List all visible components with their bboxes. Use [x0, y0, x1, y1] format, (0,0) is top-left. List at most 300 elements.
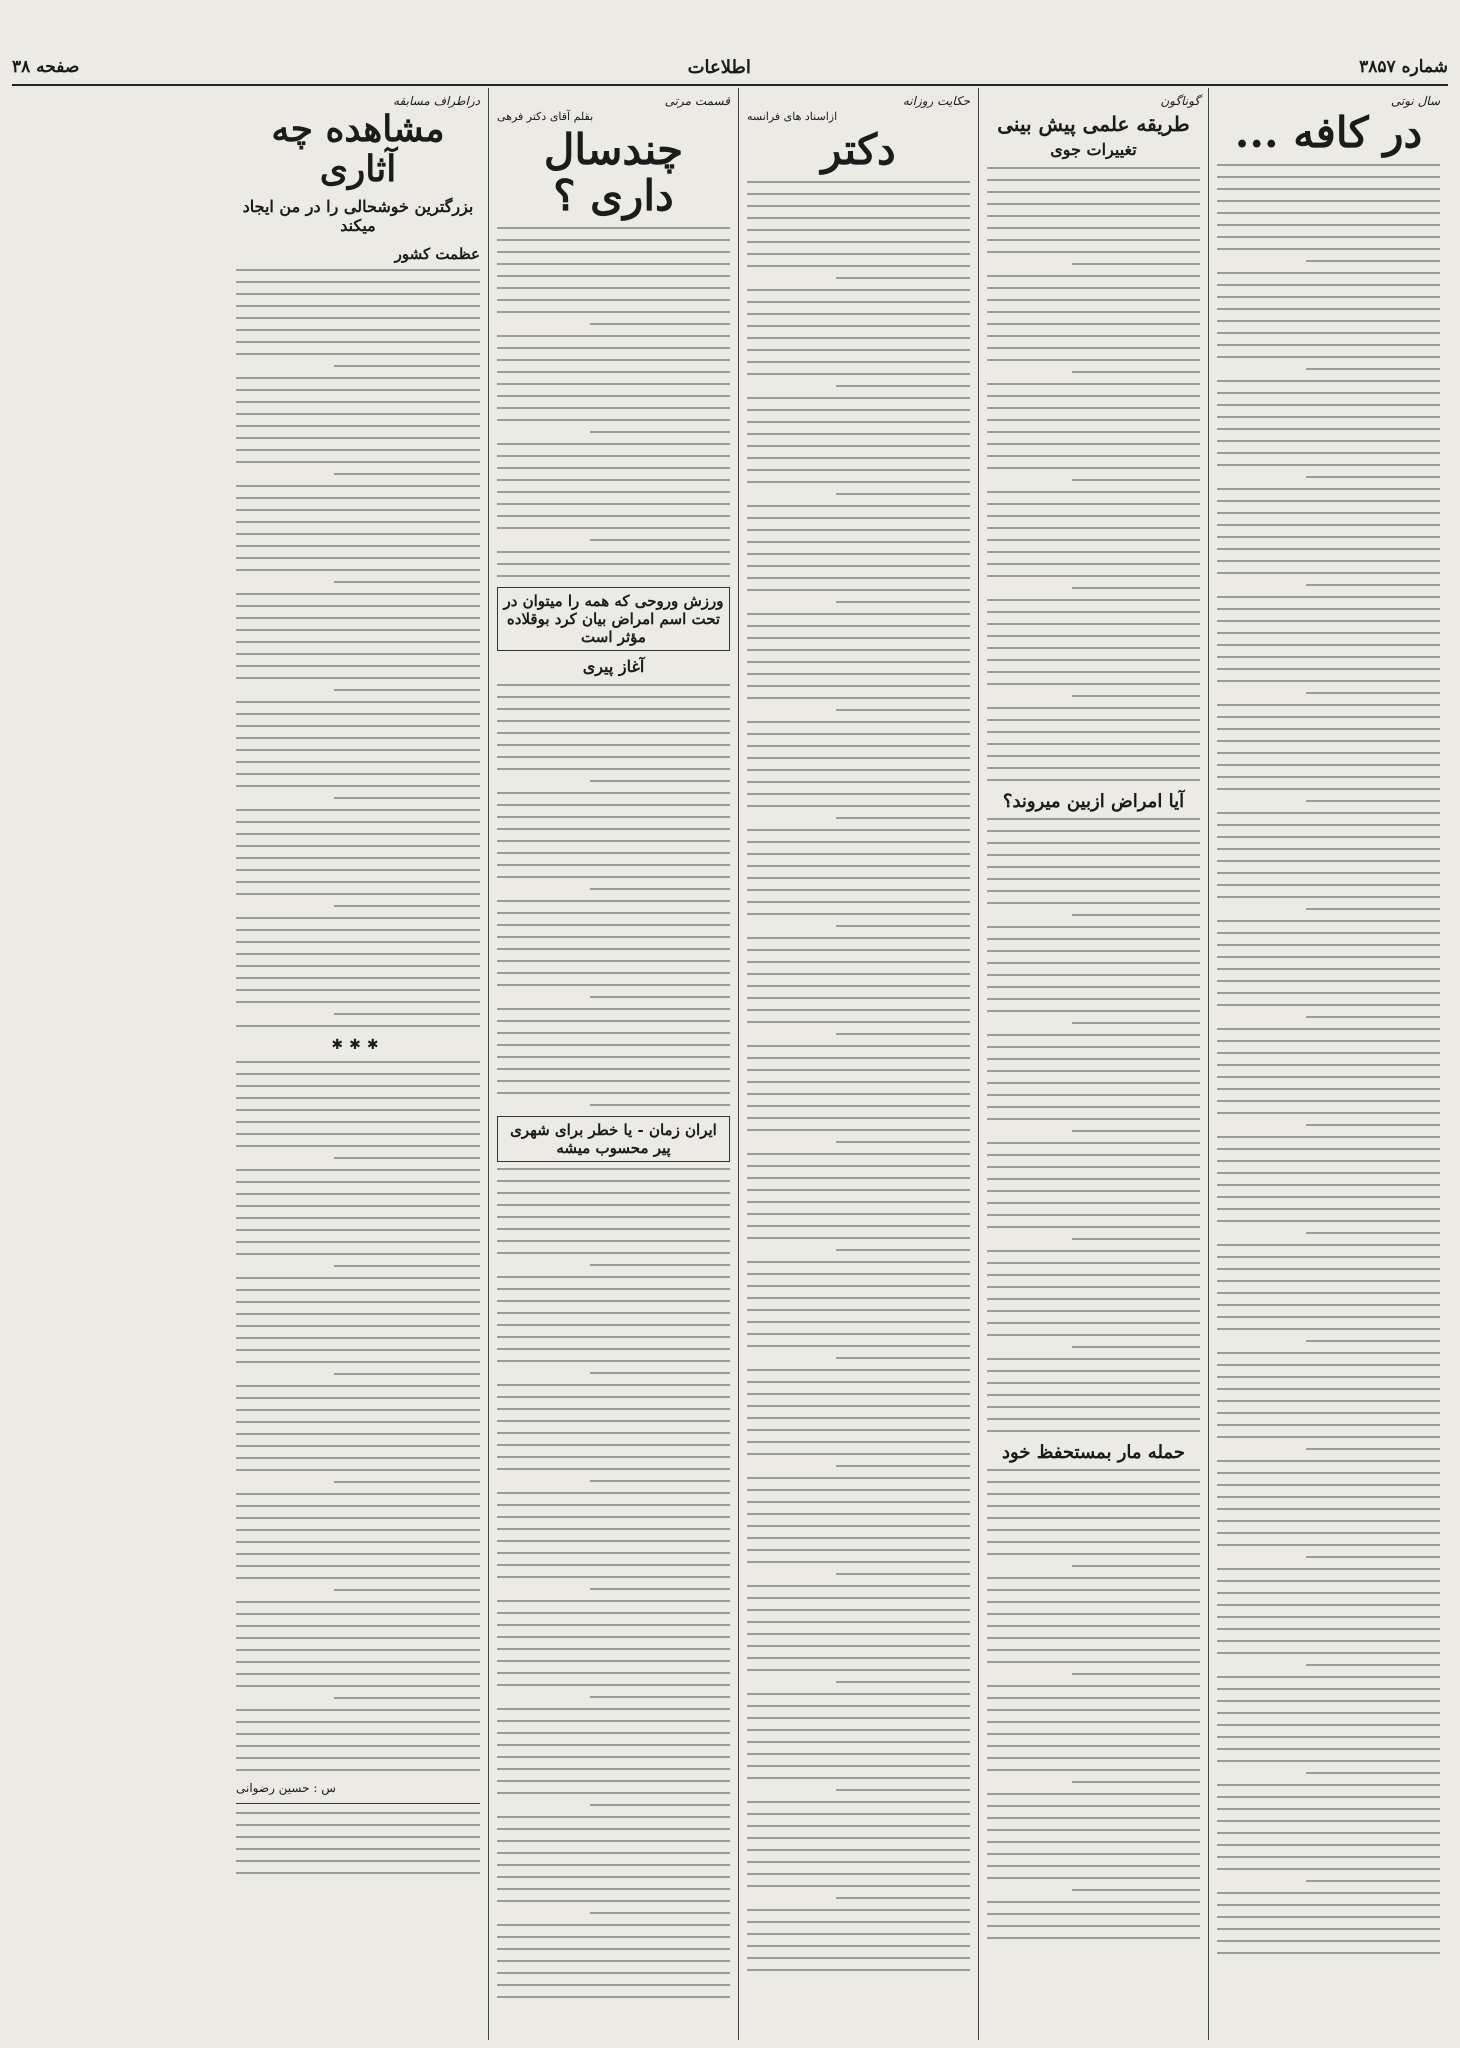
text-line: [1217, 1028, 1440, 1030]
text-line: [747, 1561, 970, 1563]
text-line: [1217, 1196, 1440, 1198]
text-line: [1072, 1022, 1200, 1024]
text-line: [236, 773, 480, 775]
text-line: [987, 1334, 1200, 1336]
text-line: [987, 986, 1200, 988]
text-line: [1217, 968, 1440, 970]
text-line: [987, 431, 1200, 433]
text-line: [987, 1418, 1200, 1420]
text-line: [987, 1058, 1200, 1060]
text-line: [497, 1672, 730, 1674]
text-line: [1306, 368, 1440, 370]
text-line: [987, 1154, 1200, 1156]
text-line: [836, 1789, 970, 1791]
text-line: [747, 1117, 970, 1119]
text-line: [1217, 824, 1440, 826]
text-line: [236, 1313, 480, 1315]
text-line: [747, 877, 970, 879]
text-line: [236, 293, 480, 295]
text-line: [1217, 1160, 1440, 1162]
text-line: [747, 733, 970, 735]
article-body: [236, 269, 480, 1027]
text-line: [836, 817, 970, 819]
text-line: [987, 167, 1200, 169]
text-line: [1217, 1172, 1440, 1174]
text-line: [236, 749, 480, 751]
text-line: [1217, 1304, 1440, 1306]
text-line: [747, 865, 970, 867]
text-line: [1217, 1088, 1440, 1090]
text-line: [747, 1585, 970, 1587]
text-line: [497, 1360, 730, 1362]
text-line: [1217, 332, 1440, 334]
text-line: [590, 539, 730, 541]
text-line: [1306, 1880, 1440, 1882]
text-line: [1217, 1592, 1440, 1594]
text-line: [747, 1909, 970, 1911]
column-subkicker: ازاسناد های فرانسه: [747, 110, 838, 123]
text-line: [236, 737, 480, 739]
text-line: [1217, 1268, 1440, 1270]
text-line: [1217, 464, 1440, 466]
article-body: [747, 181, 970, 1971]
text-line: [747, 409, 970, 411]
text-line: [987, 1394, 1200, 1396]
column-kicker: قسمت مرتی: [664, 94, 730, 108]
text-line: [747, 1657, 970, 1659]
text-line: [497, 551, 730, 553]
text-line: [1072, 1565, 1200, 1567]
text-line: [747, 1933, 970, 1935]
text-line: [987, 1697, 1200, 1699]
text-line: [236, 329, 480, 331]
text-line: [497, 1444, 730, 1446]
text-line: [497, 371, 730, 373]
text-line: [1217, 1808, 1440, 1810]
text-line: [1217, 608, 1440, 610]
text-line: [1217, 512, 1440, 514]
article-signature: س : حسین رضوانی: [236, 1781, 336, 1796]
text-line: [1217, 656, 1440, 658]
text-line: [497, 1972, 730, 1974]
text-line: [497, 491, 730, 493]
text-line: [497, 383, 730, 385]
text-line: [987, 1685, 1200, 1687]
text-line: [987, 1589, 1200, 1591]
text-line: [987, 287, 1200, 289]
text-line: [236, 641, 480, 643]
text-line: [747, 193, 970, 195]
text-line: [747, 1945, 970, 1947]
text-line: [334, 1697, 480, 1699]
text-line: [987, 974, 1200, 976]
text-line: [236, 509, 480, 511]
text-line: [1217, 1868, 1440, 1870]
text-line: [497, 275, 730, 277]
text-line: [236, 1085, 480, 1087]
text-line: [987, 938, 1200, 940]
text-line: [1217, 452, 1440, 454]
text-line: [987, 491, 1200, 493]
text-line: [747, 1057, 970, 1059]
text-line: [1217, 596, 1440, 598]
text-line: [590, 888, 730, 890]
text-line: [987, 659, 1200, 661]
text-line: [236, 617, 480, 619]
text-line: [747, 229, 970, 231]
text-line: [590, 1480, 730, 1482]
text-line: [1217, 1316, 1440, 1318]
text-line: [1217, 1472, 1440, 1474]
text-line: [497, 1468, 730, 1470]
text-line: [1217, 188, 1440, 190]
text-line: [987, 311, 1200, 313]
text-line: [747, 1741, 970, 1743]
text-line: [497, 1876, 730, 1878]
text-line: [747, 1597, 970, 1599]
text-line: [1217, 1844, 1440, 1846]
text-line: [236, 1325, 480, 1327]
text-line: [497, 1744, 730, 1746]
text-line: [236, 1349, 480, 1351]
text-line: [1217, 1052, 1440, 1054]
text-line: [497, 1056, 730, 1058]
text-line: [1217, 1508, 1440, 1510]
text-line: [497, 527, 730, 529]
text-line: [497, 828, 730, 830]
text-line: [236, 725, 480, 727]
text-line: [747, 181, 970, 183]
text-line: [497, 1756, 730, 1758]
text-line: [497, 1948, 730, 1950]
text-line: [497, 1960, 730, 1962]
text-line: [236, 1361, 480, 1363]
text-line: [497, 1900, 730, 1902]
text-line: [497, 768, 730, 770]
text-line: [1217, 308, 1440, 310]
text-line: [236, 761, 480, 763]
text-line: [1217, 200, 1440, 202]
text-line: [1217, 716, 1440, 718]
text-line: [236, 1541, 480, 1543]
text-line: [747, 1501, 970, 1503]
text-line: [1217, 1628, 1440, 1630]
text-line: [747, 745, 970, 747]
text-line: [236, 989, 480, 991]
text-line: [1217, 1100, 1440, 1102]
text-line: [236, 917, 480, 919]
text-line: [747, 1645, 970, 1647]
text-line: [497, 972, 730, 974]
text-line: [236, 341, 480, 343]
text-line: [987, 347, 1200, 349]
text-line: [987, 1613, 1200, 1615]
text-line: [497, 684, 730, 686]
text-line: [236, 1505, 480, 1507]
text-line: [1217, 1292, 1440, 1294]
text-line: [1217, 632, 1440, 634]
text-line: [987, 1322, 1200, 1324]
text-line: [987, 1382, 1200, 1384]
text-line: [987, 902, 1200, 904]
text-line: [1217, 1532, 1440, 1534]
text-line: [747, 637, 970, 639]
text-line: [236, 677, 480, 679]
text-line: [590, 1696, 730, 1698]
text-line: [987, 1541, 1200, 1543]
article-body: [987, 818, 1200, 1432]
text-line: [987, 1853, 1200, 1855]
text-line: [747, 1381, 970, 1383]
text-line: [236, 713, 480, 715]
text-line: [747, 481, 970, 483]
text-line: [747, 1693, 970, 1695]
text-line: [497, 1032, 730, 1034]
text-line: [236, 1673, 480, 1675]
text-line: [590, 1804, 730, 1806]
text-line: [987, 203, 1200, 205]
text-line: [1217, 872, 1440, 874]
text-line: [987, 1721, 1200, 1723]
text-line: [236, 1848, 480, 1850]
text-line: [1217, 740, 1440, 742]
text-line: [236, 857, 480, 859]
text-line: [1217, 728, 1440, 730]
text-line: [1217, 752, 1440, 754]
text-line: [987, 1190, 1200, 1192]
text-line: [236, 413, 480, 415]
text-line: [1217, 344, 1440, 346]
text-line: [987, 1481, 1200, 1483]
article-body: [236, 1061, 480, 1771]
text-line: [497, 251, 730, 253]
text-line: [747, 997, 970, 999]
text-line: [497, 708, 730, 710]
text-line: [747, 1261, 970, 1263]
text-line: [236, 821, 480, 823]
text-line: [497, 1092, 730, 1094]
text-line: [497, 335, 730, 337]
page-number: صفحه ۳۸: [12, 57, 80, 77]
text-line: [747, 829, 970, 831]
text-line: [497, 1708, 730, 1710]
text-line: [987, 1469, 1200, 1471]
text-line: [497, 1044, 730, 1046]
text-line: [497, 515, 730, 517]
text-line: [987, 1118, 1200, 1120]
text-line: [987, 527, 1200, 529]
text-line: [1217, 1352, 1440, 1354]
text-line: [987, 1529, 1200, 1531]
text-line: [1306, 1556, 1440, 1558]
text-line: [1217, 944, 1440, 946]
text-line: [497, 1240, 730, 1242]
text-line: [1217, 932, 1440, 934]
text-line: [987, 1142, 1200, 1144]
text-line: [236, 389, 480, 391]
text-line: [747, 1045, 970, 1047]
text-line: [747, 1225, 970, 1227]
text-line: [236, 1757, 480, 1759]
text-line: [987, 1745, 1200, 1747]
text-line: [987, 1925, 1200, 1927]
text-line: [987, 299, 1200, 301]
text-line: [987, 1661, 1200, 1663]
text-line: [747, 265, 970, 267]
text-line: [747, 337, 970, 339]
text-line: [236, 893, 480, 895]
text-line: [987, 443, 1200, 445]
text-line: [1306, 1124, 1440, 1126]
text-line: [1217, 764, 1440, 766]
text-line: [334, 1481, 480, 1483]
text-line: [334, 689, 480, 691]
text-line: [236, 1169, 480, 1171]
text-line: [236, 1433, 480, 1435]
text-line: [1217, 1460, 1440, 1462]
text-line: [236, 1073, 480, 1075]
text-line: [497, 1624, 730, 1626]
text-line: [497, 804, 730, 806]
text-line: [497, 1020, 730, 1022]
text-line: [747, 1309, 970, 1311]
text-line: [1217, 1640, 1440, 1642]
text-line: [747, 661, 970, 663]
text-line: [497, 696, 730, 698]
text-line: [1217, 1688, 1440, 1690]
text-line: [1072, 263, 1200, 265]
text-line: [1217, 440, 1440, 442]
text-line: [334, 473, 480, 475]
text-line: [236, 1625, 480, 1627]
text-line: [987, 1805, 1200, 1807]
text-line: [236, 785, 480, 787]
text-line: [497, 1432, 730, 1434]
text-line: [236, 1824, 480, 1826]
text-line: [747, 1633, 970, 1635]
text-line: [497, 359, 730, 361]
text-line: [747, 1429, 970, 1431]
text-line: [497, 1984, 730, 1986]
text-line: [497, 876, 730, 878]
text-line: [747, 793, 970, 795]
text-line: [236, 845, 480, 847]
text-line: [987, 1937, 1200, 1939]
text-line: [987, 926, 1200, 928]
text-line: [236, 437, 480, 439]
text-line: [590, 1588, 730, 1590]
text-line: [497, 479, 730, 481]
text-line: [987, 1430, 1200, 1432]
text-line: [987, 1505, 1200, 1507]
text-line: [236, 1601, 480, 1603]
text-line: [747, 1333, 970, 1335]
text-line: [236, 353, 480, 355]
text-line: [987, 1298, 1200, 1300]
text-line: [987, 866, 1200, 868]
text-line: [1072, 1346, 1200, 1348]
text-line: [497, 1516, 730, 1518]
section-heading: عظمت کشور: [394, 245, 480, 264]
text-line: [987, 998, 1200, 1000]
text-line: [987, 1553, 1200, 1555]
text-line: [497, 1864, 730, 1866]
text-line: [836, 385, 970, 387]
text-line: [747, 445, 970, 447]
column-misc: [978, 88, 1208, 2040]
text-line: [236, 317, 480, 319]
divider: [236, 1803, 480, 1804]
text-line: [1217, 548, 1440, 550]
text-line: [1217, 680, 1440, 682]
text-line: [987, 683, 1200, 685]
text-line: [236, 1457, 480, 1459]
text-line: [1217, 296, 1440, 298]
page-header: [12, 50, 1448, 86]
section-heading: آیا امراض ازبین میروند؟: [1002, 791, 1185, 812]
text-line: [236, 605, 480, 607]
text-line: [1217, 896, 1440, 898]
text-line: [1217, 1136, 1440, 1138]
text-line: [987, 755, 1200, 757]
text-line: [747, 349, 970, 351]
text-line: [747, 685, 970, 687]
text-line: [747, 1525, 970, 1527]
text-line: [747, 841, 970, 843]
text-line: [747, 1189, 970, 1191]
text-line: [747, 301, 970, 303]
text-line: [836, 1681, 970, 1683]
text-line: [236, 1109, 480, 1111]
text-line: [497, 1276, 730, 1278]
text-line: [236, 665, 480, 667]
text-line: [236, 881, 480, 883]
text-line: [236, 977, 480, 979]
text-line: [497, 984, 730, 986]
text-line: [1217, 1004, 1440, 1006]
text-line: [747, 1453, 970, 1455]
boxed-heading: ورزش وروحی که همه را میتوان در تحت اسم امراض بیان کرد بوقلاده مؤثر است: [497, 587, 730, 651]
text-line: [1217, 1436, 1440, 1438]
text-line: [747, 697, 970, 699]
article-title: دکتر: [821, 125, 896, 174]
text-line: [836, 1141, 970, 1143]
text-line: [334, 1373, 480, 1375]
text-line: [836, 709, 970, 711]
column-kicker: گوناگون: [1160, 94, 1200, 108]
text-line: [1217, 1208, 1440, 1210]
text-line: [1217, 1916, 1440, 1918]
text-line: [747, 1873, 970, 1875]
text-line: [747, 1921, 970, 1923]
text-line: [497, 1552, 730, 1554]
text-line: [497, 1008, 730, 1010]
text-line: [987, 227, 1200, 229]
text-line: [747, 1717, 970, 1719]
text-line: [236, 1517, 480, 1519]
text-line: [1217, 1820, 1440, 1822]
text-line: [747, 517, 970, 519]
text-line: [236, 1613, 480, 1615]
text-line: [1306, 1016, 1440, 1018]
text-line: [747, 673, 970, 675]
text-line: [236, 425, 480, 427]
text-line: [497, 1384, 730, 1386]
text-line: [497, 960, 730, 962]
text-line: [987, 251, 1200, 253]
text-line: [987, 1286, 1200, 1288]
text-line: [497, 1528, 730, 1530]
